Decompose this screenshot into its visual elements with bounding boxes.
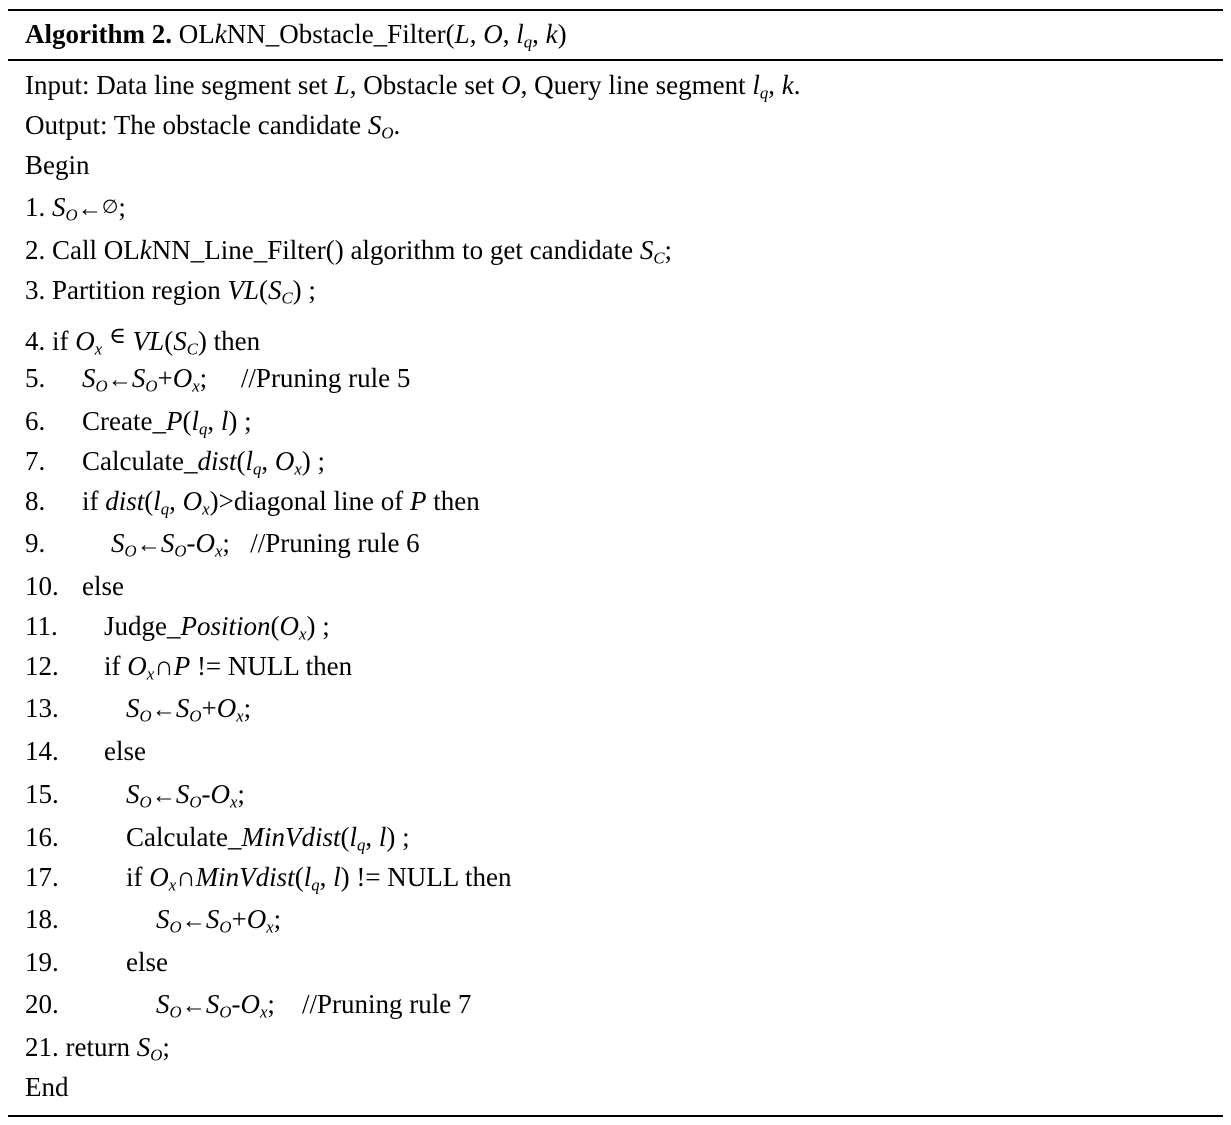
step-8: 8. if $dist(l_q$, $O_x)>diagonal$ line of P then bbox=[25, 486, 480, 519]
step-9: 9. $S_O\leftarrow S_O-O_x$; //Pruning rule 6 bbox=[25, 528, 420, 561]
step-20: 20. $S_O\leftarrow S_O-O_x$; //Pruning rule 7 bbox=[25, 989, 472, 1022]
top-rule bbox=[8, 9, 1223, 11]
step-16: 16. $Calculate\_MinVdist(l_q$, l) ; bbox=[25, 822, 410, 855]
step-14: 14. else bbox=[25, 736, 146, 766]
step-21: 21. return $S_O$; bbox=[25, 1032, 170, 1065]
step-13: 13. $S_O\leftarrow S_O+O_x$; bbox=[25, 693, 252, 726]
input-line: Input: Data line segment set L, Obstacle set O, Query line segment $l_q$, k. bbox=[25, 70, 801, 103]
algorithm-label: Algorithm 2. bbox=[25, 19, 172, 49]
algorithm-title: Algorithm 2. OLkNN_Obstacle_Filter(L, O, $l_q$, k) bbox=[25, 19, 567, 52]
step-1: 1. $S_O\leftarrow\emptyset$; bbox=[25, 192, 126, 225]
step-3: 3. Partition region $VL(S_C)$ ; bbox=[25, 275, 316, 308]
output-line: Output: The obstacle candidate $S_O$. bbox=[25, 110, 401, 143]
step-2: 2. Call OLkNN_Line_Filter() algorithm to get candidate $S_C$; bbox=[25, 235, 673, 268]
step-19: 19. else bbox=[25, 947, 168, 977]
step-10: 10. else bbox=[25, 571, 124, 601]
header-rule bbox=[8, 59, 1223, 61]
step-17: 17. if $O_x\cap MinVdist(l_q$, l) != NULL then bbox=[25, 862, 512, 895]
step-7: 7. $Calculate\_dist(l_q$, $O_x$) ; bbox=[25, 446, 326, 479]
step-18: 18. $S_O\leftarrow S_O+O_x$; bbox=[25, 904, 282, 937]
step-11: 11. $Judge\_Position(O_x)$ ; bbox=[25, 611, 330, 644]
begin-line: Begin bbox=[25, 150, 90, 180]
bottom-rule bbox=[8, 1115, 1223, 1117]
step-6: 6. $Create\_P(l_q$, l) ; bbox=[25, 406, 252, 439]
step-5: 5. $S_O\leftarrow S_O+O_x$; //Pruning rule 5 bbox=[25, 363, 411, 396]
step-4: 4. if $O_x$ ∈ $VL(S_C)$ then bbox=[25, 323, 261, 359]
step-12: 12. if $O_x\cap P$ != NULL then bbox=[25, 651, 353, 684]
end-line: End bbox=[25, 1072, 69, 1102]
step-15: 15. $S_O\leftarrow S_O-O_x$; bbox=[25, 779, 245, 812]
